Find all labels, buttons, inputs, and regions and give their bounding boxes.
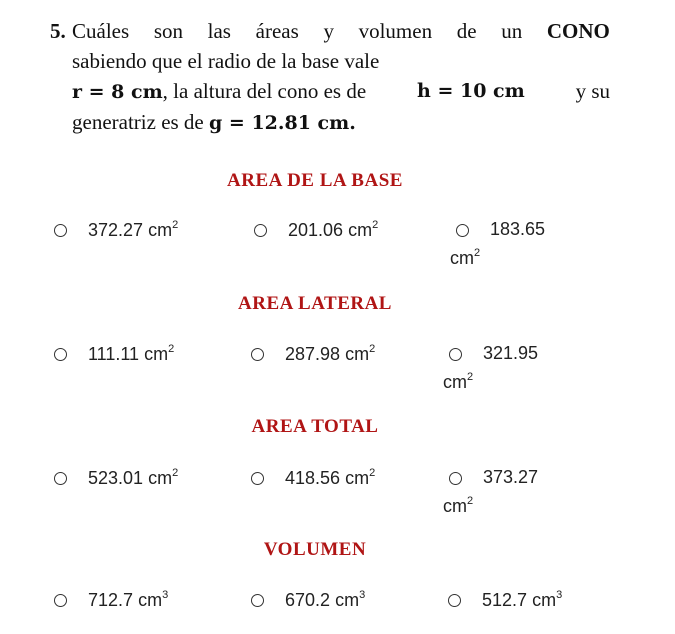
question-line-1-words: [72, 16, 610, 46]
word: Cuáles: [72, 19, 130, 43]
radio-icon[interactable]: [54, 224, 67, 237]
option-value: 712.7 $cm^3$: [88, 589, 169, 610]
word: de: [456, 19, 477, 43]
option-value: 111.11 $cm^2$: [88, 343, 175, 364]
word: las: [207, 19, 231, 43]
height-equation: h = 10 cm: [417, 80, 525, 102]
option-unit: $cm^2$: [450, 247, 481, 268]
option-value: 373.27: [483, 467, 539, 487]
radio-icon[interactable]: [251, 594, 264, 607]
radio-icon[interactable]: [54, 594, 67, 607]
option-value: 201.06 $cm^2$: [288, 219, 379, 240]
radio-icon[interactable]: [54, 348, 67, 361]
generatrix-intro: generatriz es de: [72, 110, 204, 134]
question-line-2: sabiendo que el radio de la base vale: [72, 49, 380, 73]
cono-word: CONO: [546, 19, 610, 43]
option-value: 418.56 $cm^2$: [285, 467, 376, 488]
option-value: 321.95: [483, 343, 539, 363]
radio-icon[interactable]: [251, 472, 264, 485]
radio-icon[interactable]: [448, 594, 461, 607]
question-line-1: [50, 16, 610, 46]
line-3-end: y su: [575, 79, 610, 103]
word: volumen: [358, 19, 433, 43]
option-value: 523.01 $cm^2$: [88, 467, 179, 488]
word: áreas: [255, 19, 299, 43]
radius-equation: r = 8 cm: [72, 81, 163, 103]
radius-clause: [72, 76, 366, 107]
generatrix-equation: g = 12.81 cm.: [209, 112, 356, 134]
radio-icon[interactable]: [54, 472, 67, 485]
radio-icon[interactable]: [456, 224, 469, 237]
word: son: [153, 19, 183, 43]
option-value: 670.2 $cm^3$: [285, 589, 366, 610]
radio-icon[interactable]: [449, 348, 462, 361]
question-line-4: [50, 107, 610, 138]
option-value: 512.7 $cm^3$: [482, 589, 563, 610]
word: un: [501, 19, 523, 43]
height-intro: , la altura del cono es de: [162, 79, 367, 103]
option-value: 372.27 $cm^2$: [88, 219, 179, 240]
question-line-3: [50, 76, 610, 107]
question-number: 5.: [50, 19, 66, 43]
heading-area-lateral: AREA LATERAL: [238, 293, 392, 314]
option-value: 287.98 $cm^2$: [285, 343, 376, 364]
heading-area-base: AREA DE LA BASE: [227, 170, 403, 191]
heading-volumen: VOLUMEN: [263, 539, 367, 560]
radio-icon[interactable]: [251, 348, 264, 361]
option-unit: $cm^2$: [443, 495, 474, 516]
heading-area-total: AREA TOTAL: [251, 416, 379, 437]
word: y: [323, 19, 334, 43]
option-unit: $cm^2$: [443, 371, 474, 392]
radio-icon[interactable]: [449, 472, 462, 485]
option-value: 183.65: [490, 219, 546, 239]
question-text: [50, 16, 610, 138]
radio-icon[interactable]: [254, 224, 267, 237]
